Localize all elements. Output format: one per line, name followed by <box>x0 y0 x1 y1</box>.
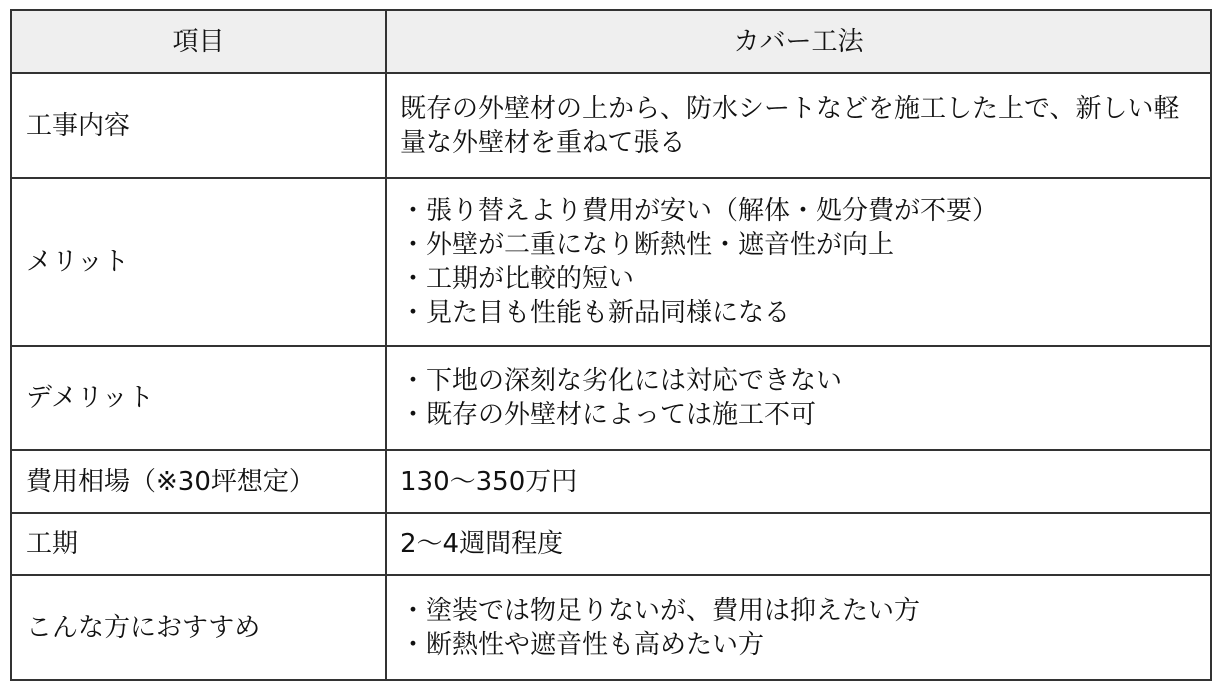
value-line: ・塗装では物足りないが、費用は抑えたい方 <box>400 595 921 626</box>
row-value-work-content <box>386 73 1211 178</box>
table-header-row <box>11 10 1211 73</box>
value-line: ・見た目も性能も新品同様になる <box>400 298 791 328</box>
comparison-table-container <box>10 9 1210 681</box>
row-label-duration: 工期 <box>11 513 386 575</box>
table-row <box>11 73 1211 178</box>
table-row <box>11 178 1211 346</box>
header-item: 項目 <box>11 10 386 73</box>
row-label-merits: メリット <box>11 178 386 346</box>
value-line: ・下地の深刻な劣化には対応できない <box>400 366 843 396</box>
table-row <box>11 513 1211 575</box>
table-row <box>11 346 1211 450</box>
row-label-work-content: 工事内容 <box>11 73 386 178</box>
value-line: ・外壁が二重になり断熱性・遮音性が向上 <box>400 230 895 260</box>
value-line: ・工期が比較的短い <box>400 264 635 294</box>
row-value-recommended <box>386 575 1211 680</box>
value-line: 2〜4週間程度 <box>400 529 564 559</box>
table-row <box>11 575 1211 680</box>
row-label-recommended: こんな方におすすめ <box>11 575 386 680</box>
value-line: 既存の外壁材の上から、防水シートなどを施工した上で、新しい軽量な外壁材を重ねて張る <box>400 93 1180 158</box>
row-label-demerits: デメリット <box>11 346 386 450</box>
value-line: 130〜350万円 <box>400 466 578 497</box>
value-line: ・断熱性や遮音性も高めたい方 <box>400 629 765 660</box>
cover-method-table <box>10 9 1212 681</box>
table-row <box>11 450 1211 513</box>
value-line: ・張り替えより費用が安い（解体・処分費が不要） <box>400 196 999 226</box>
header-method: カバー工法 <box>386 10 1211 73</box>
row-label-cost: 費用相場（※30坪想定） <box>11 450 386 513</box>
row-value-cost <box>386 450 1211 513</box>
value-line: ・既存の外壁材によっては施工不可 <box>400 400 817 430</box>
row-value-merits <box>386 178 1211 346</box>
row-value-duration <box>386 513 1211 575</box>
row-value-demerits <box>386 346 1211 450</box>
